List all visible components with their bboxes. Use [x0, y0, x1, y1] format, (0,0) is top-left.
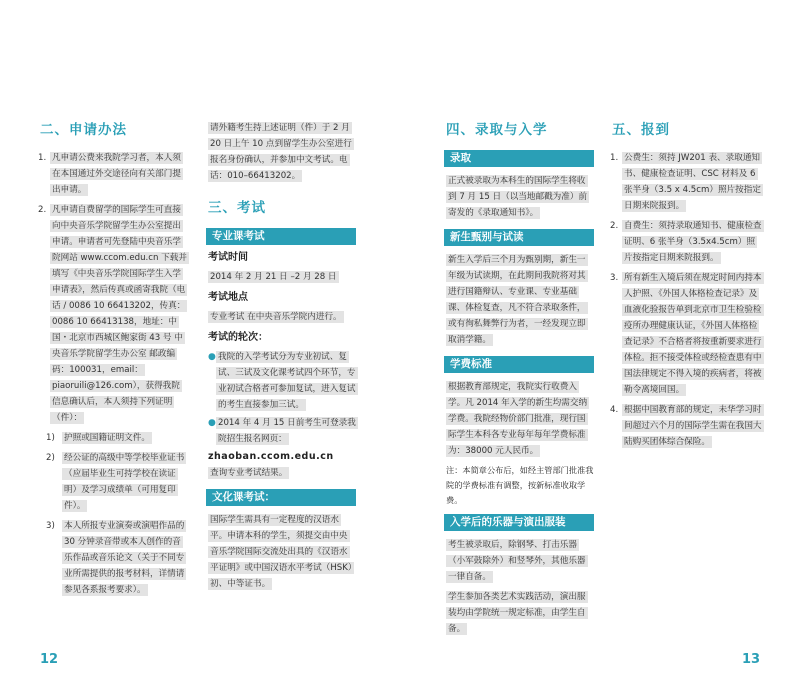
instruments-bar: 入学后的乐器与演出服装 — [444, 514, 594, 531]
section-title-apply: 二、申请办法 — [40, 122, 127, 138]
new-student-bar: 新生甄别与试读 — [444, 229, 594, 246]
query-text: 查询专业考试结果。 — [210, 468, 288, 478]
professional-exam-bar: 专业课考试 — [206, 228, 356, 245]
continuation-text: 请外籍考生持上述证明（件）于 2 月 20 日上午 10 点到留学生办公室进行报名身份确认，并参加中文考试。电话：010–66413202。 — [210, 123, 352, 181]
item-number: 4. — [610, 405, 619, 415]
item-number: 1. — [38, 153, 47, 163]
admission-website-link[interactable]: zhaoban.ccom.edu.cn — [208, 451, 334, 462]
bullet-text: 我院的入学考试分为专业初试、复试、三试及文化课考试四个环节，专业初试合格者可参加复试，进入复试的考生直接参加三试。 — [218, 352, 356, 410]
sub-list-item — [46, 430, 188, 446]
sub-item-number: 1) — [46, 433, 55, 443]
page-number-left: 12 — [40, 652, 59, 667]
sub-item-text: 护照或国籍证明文件。 — [64, 433, 150, 443]
bullet-dot-icon: ● — [208, 352, 216, 362]
sub-item-number: 3) — [46, 521, 55, 531]
sub-list-item — [46, 518, 188, 598]
tuition-text: 根据教育部规定，我院实行收费入学。凡 2014 年入学的新生均需交纳学费。我院经物价部门批准，现行国际学生本科各专业每年每年学费标准为：38000 元人民币。 — [448, 382, 588, 456]
item-text: 根据中国教育部的规定，未华学习时间超过六个月的国际学生需在我国大陆购买团体综合保险。 — [624, 405, 762, 447]
item-text: 凡申请公费来我院学习者，本人须在本国通过外交途径向有关部门提出申请。 — [52, 153, 181, 195]
item-text: 公费生：须持 JW201 表、录取通知书、健康检查证明、CSC 材料及 6 张半身（3.5 x 4.5cm）照片按指定日期来院报到。 — [624, 153, 761, 211]
instruments-text-2: 学生参加各类艺术实践活动，演出服装均由学院统一规定标准，由学生自备。 — [448, 592, 586, 634]
exam-time-label: 考试时间 — [208, 252, 248, 263]
culture-exam-bar: 文化课考试： — [206, 489, 356, 506]
page-number-right: 13 — [742, 652, 761, 667]
list-item — [610, 402, 762, 450]
left-column-1 — [38, 120, 188, 602]
culture-exam-text: 国际学生需具有一定程度的汉语水平。申请本科的学生，须提交由中央音乐学院国际交流处出具的《汉语水平证明》或中国汉语水平考试（HSK）初、中等证书。 — [210, 515, 353, 589]
item-number: 2. — [610, 221, 619, 231]
list-item — [38, 150, 188, 198]
right-column-2 — [610, 120, 762, 454]
sub-item-number: 2) — [46, 453, 55, 463]
list-item — [38, 202, 188, 426]
sub-item-text: 本人所报专业演奏或演唱作品的 30 分钟录音带或本人创作的音乐作品或音乐论文（关于不同专业所需提供的报考材料，详情请参见各系报考要求）。 — [64, 521, 185, 595]
section-title-exam: 三、考试 — [208, 200, 266, 216]
right-column-1 — [444, 120, 594, 641]
bullet-text: 2014 年 4 月 15 日前考生可登录我院招生报名网页： — [218, 418, 356, 444]
bullet-item — [208, 415, 356, 447]
item-number: 1. — [610, 153, 619, 163]
bullet-dot-icon: ● — [208, 418, 216, 428]
new-student-text: 新生入学后三个月为甄别期，新生一年级为试读期，在此期间我院将对其进行国籍辩认、专业课、专业基础课、体检复查，凡不符合录取条件，或有徇私舞弊行为者，一经发现立即取消学籍。 — [448, 255, 586, 345]
exam-time-value: 2014 年 2 月 21 日 –2 月 28 日 — [210, 272, 337, 282]
section-title-registration: 五、报到 — [612, 122, 670, 138]
item-text: 凡申请自费留学的国际学生可直接向中央音乐学院留学生办公室提出申请。申请者可先登陆中央音乐学院网站 www.ccom.edu.cn 下载并填写《中央音乐学院国际学生入学申请表》，然后传真或函寄我院（电话 / 0086 10 66413202，传真：0086 10 66413138，地址：中国・北京市西城区鲍家街 43 号 中央音乐学院留学生办公室 邮政编码：100031，email：piaoruili@126.com），获得我院信息确认后，本人须持下列证明（件）： — [52, 205, 187, 423]
exam-place-label: 考试地点 — [208, 292, 248, 303]
left-column-2 — [206, 120, 356, 596]
exam-rounds-label: 考试的轮次： — [208, 332, 268, 343]
exam-place-value: 专业考试 在中央音乐学院内进行。 — [210, 312, 342, 322]
admission-text: 正式被录取为本科生的国际学生将收到 7 月 15 日（以当地邮戳为准）前寄发的《录取通知书》。 — [448, 176, 588, 218]
section-title-admission: 四、录取与入学 — [446, 122, 548, 138]
item-number: 2. — [38, 205, 47, 215]
sub-list-item — [46, 450, 188, 514]
tuition-note: 注：本简章公布后，如经主管部门批准我院的学费标准有调整，按新标准收取学费。 — [446, 465, 594, 505]
list-item — [610, 218, 762, 266]
bullet-item — [208, 349, 356, 413]
item-number: 3. — [610, 273, 619, 283]
instruments-text-1: 考生被录取后，除钢琴、打击乐器（小军鼓除外）和竖琴外，其他乐器一律自备。 — [448, 540, 586, 582]
item-text: 自费生：须持录取通知书、健康检查证明、6 张半身（3.5x4.5cm）照片按指定日期来院报到。 — [624, 221, 762, 263]
list-item — [610, 270, 762, 398]
admission-bar: 录取 — [444, 150, 594, 167]
tuition-bar: 学费标准 — [444, 356, 594, 373]
item-text: 所有新生入境后须在规定时间内持本人护照、《外国人体格检查记录》及血液化验报告单到北京市卫生检验检疫所办理健康认证，《外国人体格检查记录》不合格者将按重新要求进行体检。拒不接受体检或经检查患有中国法律规定不得入境的疾病者，将被勒令离境回国。 — [624, 273, 762, 395]
list-item — [610, 150, 762, 214]
sub-item-text: 经公证的高级中等学校毕业证书（应届毕业生可持学校在读证明）及学习成绩单（可用复印件）。 — [64, 453, 185, 511]
